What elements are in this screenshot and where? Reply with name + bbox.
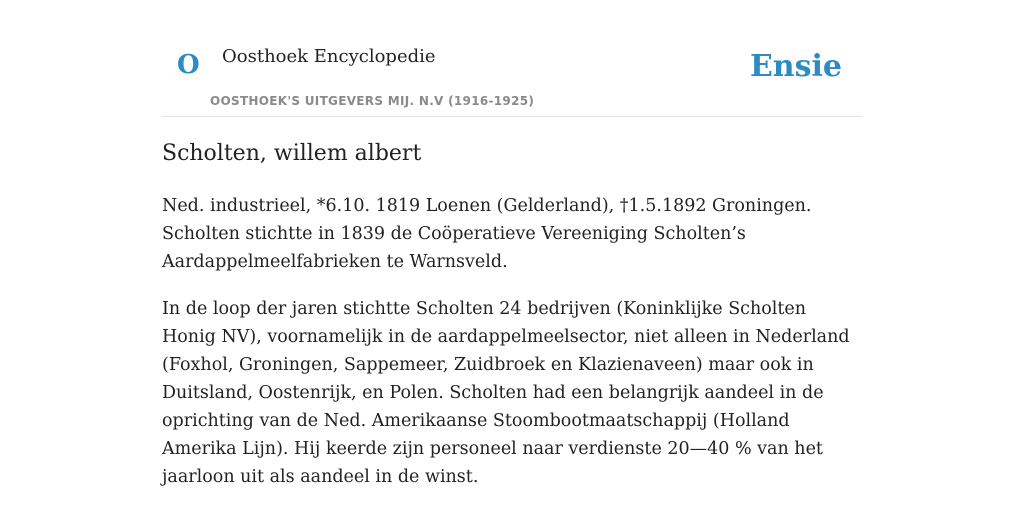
logo-icon[interactable]: O <box>177 50 200 80</box>
ensie-brand-link[interactable]: Ensie <box>749 49 842 84</box>
entry-paragraph-1: Ned. industrieel, *6.10. 1819 Loenen (Gelderland), †1.5.1892 Groningen. Scholten stichtte in 1839 de Coöperatieve Vereeniging Scholten’s Aardappelmeelfabrieken te Warnsveld. <box>162 196 812 272</box>
book-title-link[interactable]: Oosthoek Encyclopedie <box>222 46 436 67</box>
entry-paragraph-2: In de loop der jaren stichtte Scholten 24 bedrijven (Koninklijke Scholten Honig NV), voornamelijk in de aardappelmeelsector, niet alleen in Nederland (Foxhol, Groningen, Sappemeer, Zuidbroek en Klazienaveen) maar ook in Duitsland, Oostenrijk, en Polen. Scholten had een belangrijk aandeel in de oprichting van de Ned. Amerikaanse Stoombootmaatschappij (Holland Amerika Lijn). Hij keerde zijn personeel naar verdienste 20—40 % van het jaarloon uit als aandeel in de winst. <box>162 299 850 487</box>
entry-title: Scholten, willem albert <box>162 141 422 166</box>
site-header <box>162 0 862 117</box>
entry-body <box>162 192 862 510</box>
publisher-label: OOSTHOEK'S UITGEVERS MIJ. N.V (1916-1925) <box>210 94 535 108</box>
